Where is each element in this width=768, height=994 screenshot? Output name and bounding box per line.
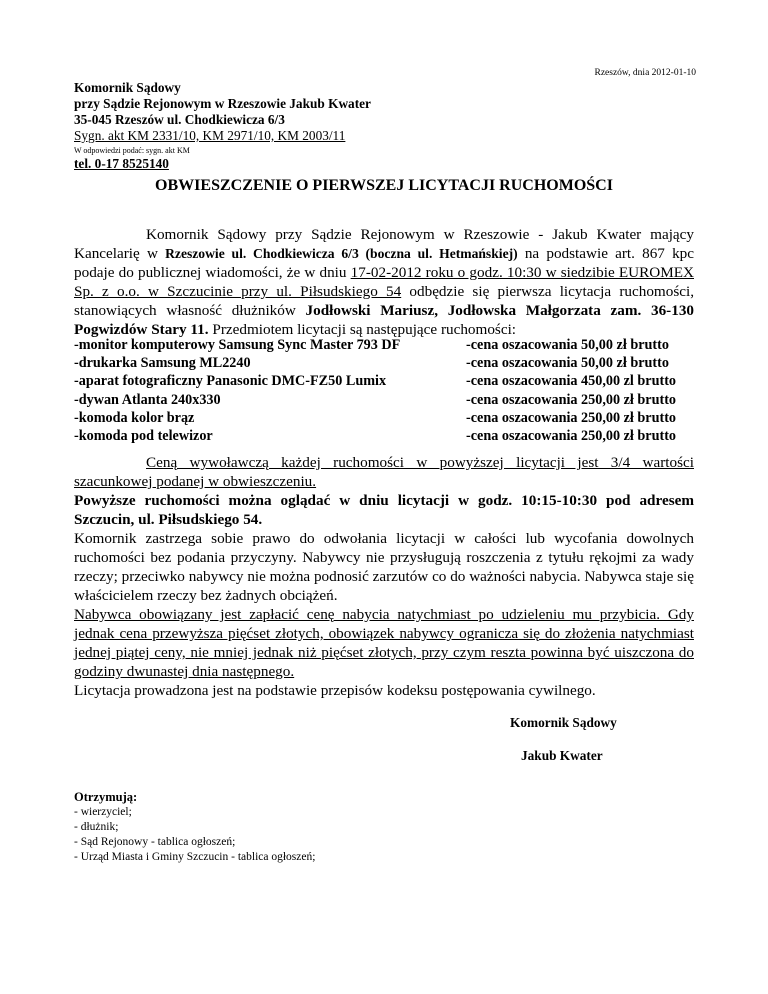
intro-text-4: Przedmiotem licytacji są następujące ruchomości: xyxy=(208,321,517,338)
list-item: - Sąd Rejonowy - tablica ogłoszeń; xyxy=(74,836,236,848)
item-price: -cena oszacowania 50,00 zł brutto xyxy=(466,337,669,353)
starting-price-paragraph: Ceną wywoławczą każdej ruchomości w powyższej licytacji jest 3/4 wartości szacunkowej podanej w obwieszczeniu. xyxy=(74,454,694,490)
phone-number: tel. 0-17 8525140 xyxy=(74,156,169,171)
intro-text-3: odbędzie się pierwsza licytacja ruchomości, stanowiących własność dłużników xyxy=(74,283,694,319)
items-list xyxy=(74,336,698,445)
terms-section xyxy=(74,453,694,700)
case-reference: Sygn. akt KM 2331/10, KM 2971/10, KM 2003/11 xyxy=(74,128,346,143)
office-address: Rzeszowie ul. Chodkiewicza 6/3 (boczna ul. Hetmańskiej) xyxy=(165,246,518,261)
letterhead xyxy=(74,80,694,172)
intro-text-2: na podstawie art. 867 kpc podaje do publicznej wiadomości, że w dniu xyxy=(74,245,694,281)
item-name: -drukarka Samsung ML2240 xyxy=(74,355,251,372)
legal-basis-paragraph: Licytacja prowadzona jest na podstawie przepisów kodeksu postępowania cywilnego. xyxy=(74,682,596,699)
letterhead-office: Komornik Sądowy xyxy=(74,80,181,95)
auction-datetime: 17-02-2012 roku o godz. 10:30 w siedzibie EUROMEX Sp. z o.o. w Szczucinie przy ul. Piłsudskiego 54 xyxy=(74,264,694,300)
reservation-paragraph: Komornik zastrzega sobie prawo do odwołania licytacji w całości lub wycofania dowolnych ruchomości bez podania przyczyny. Nabywcy nie przysługują roszczenia z tytułu rękojmi za wady rzeczy; przeciwko nabywcy nie można podnosić zarzutów co do ważności nabycia. Nabywca staje się właścicielem rzeczy bez żadnych obciążeń. xyxy=(74,530,694,604)
list-item xyxy=(74,372,698,390)
signature-role: Komornik Sądowy xyxy=(510,715,617,730)
intro-text-1: Komornik Sądowy przy Sądzie Rejonowym w Rzeszowie - Jakub Kwater mający Kancelarię w xyxy=(74,226,694,262)
recipients-section xyxy=(74,790,315,865)
viewing-paragraph: Powyższe ruchomości można oglądać w dniu licytacji w godz. 10:15-10:30 pod adresem Szczucin, ul. Piłsudskiego 54. xyxy=(74,492,694,528)
item-name: -aparat fotograficzny Panasonic DMC-FZ50 Lumix xyxy=(74,373,387,390)
item-price: -cena oszacowania 450,00 zl brutto xyxy=(466,373,677,390)
item-name: -monitor komputerowy Samsung Sync Master 793 DF xyxy=(74,337,401,353)
list-item xyxy=(74,336,698,354)
item-price: -cena oszacowania 50,00 zł brutto xyxy=(466,355,669,372)
list-item: - wierzyciel; xyxy=(74,806,132,818)
list-item: - dłużnik; xyxy=(74,821,119,833)
document-date: Rzeszów, dnia 2012-01-10 xyxy=(594,68,696,78)
item-price: -cena oszacowania 250,00 zł brutto xyxy=(466,428,677,445)
letterhead-address: 35-045 Rzeszów ul. Chodkiewicza 6/3 xyxy=(74,112,285,127)
item-name: -dywan Atlanta 240x330 xyxy=(74,391,221,408)
intro-paragraph xyxy=(74,225,694,339)
letterhead-court: przy Sądzie Rejonowym w Rzeszowie Jakub Kwater xyxy=(74,96,371,111)
recipients-heading: Otrzymują: xyxy=(74,790,138,804)
item-price: -cena oszacowania 250,00 zł brutto xyxy=(466,391,677,408)
list-item xyxy=(74,391,698,409)
item-name: -komoda kolor brąz xyxy=(74,409,195,426)
reply-note: W odpowiedzi podać: sygn. akt KM xyxy=(74,146,190,155)
list-item xyxy=(74,427,698,445)
list-item: - Urząd Miasta i Gminy Szczucin - tablica ogłoszeń; xyxy=(74,851,316,863)
debtors: Jodłowski Mariusz, Jodłowska Małgorzata zam. 36-130 Pogwizdów Stary 11. xyxy=(74,302,695,338)
list-item xyxy=(74,354,698,372)
payment-paragraph: Nabywca obowiązany jest zapłacić cenę nabycia natychmiast po udzieleniu mu przybicia. Gdy jednak cena przewyższa pięćset złotych, obowiązek nabywcy ogranicza się do złożenia natychmiast jednej piątej ceny, nie mniej jednak niż pięćset złotych, przy czym reszta powinna być uiszczona do godziny dwunastej dnia następnego. xyxy=(74,606,694,680)
document-title: OBWIESZCZENIE O PIERWSZEJ LICYTACJI RUCHOMOŚCI xyxy=(155,177,613,194)
item-name: -komoda pod telewizor xyxy=(74,428,213,445)
list-item xyxy=(74,409,698,427)
signature-name: Jakub Kwater xyxy=(521,748,603,763)
item-price: -cena oszacowania 250,00 zł brutto xyxy=(466,409,677,426)
